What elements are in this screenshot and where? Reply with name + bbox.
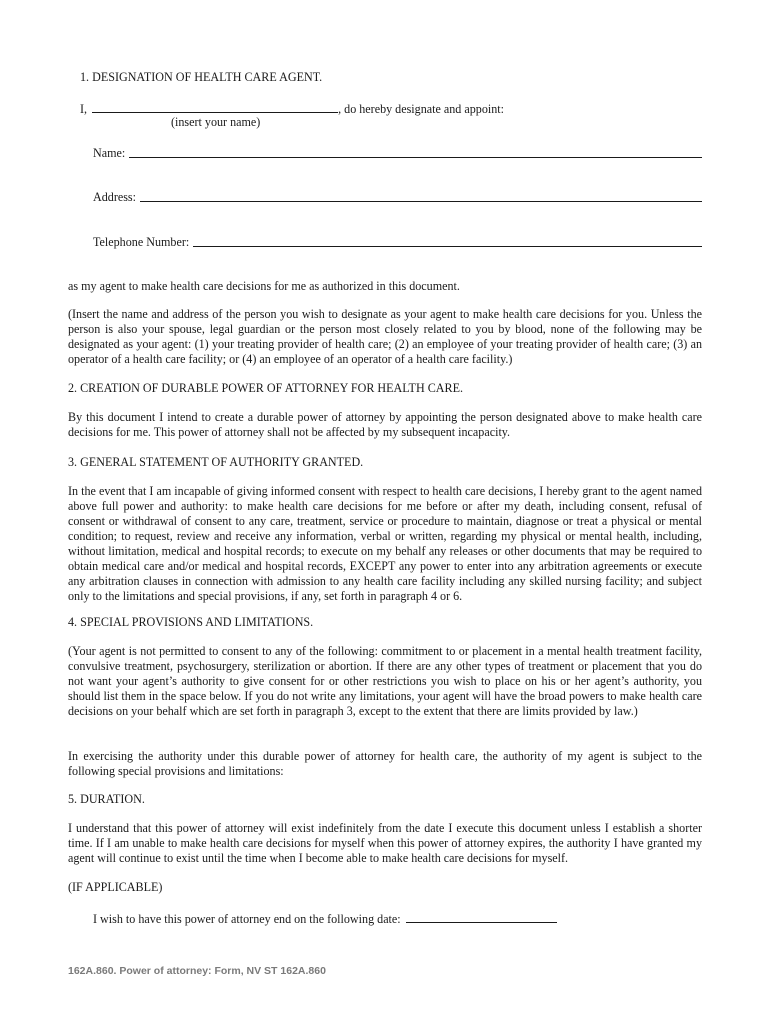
section-2-body: By this document I intend to create a durable power of attorney by appointing the person designated above to make health care decisions for me. This power of attorney shall not be affected by my subsequent incapacity. (68, 410, 702, 439)
principal-name-field[interactable] (92, 100, 338, 113)
section-3-heading: 3. GENERAL STATEMENT OF AUTHORITY GRANTED. (68, 455, 364, 469)
end-date-row (93, 910, 557, 927)
section-3-body: In the event that I am incapable of giving informed consent with respect to health care decisions, I hereby grant to the agent named above full power and authority: to make health care decisions for me before or after my death, including consent, refusal of consent or withdrawal of consent to any care, treatment, service or procedure to maintain, diagnose or treat a physical or mental condition; to request, review and receive any information, verbal or written, regarding my physical or mental health, including, without limitation, medical and hospital records; to execute on my behalf any releases or other documents that may be required to obtain medical care and/or medical and hospital records, EXCEPT any power to enter into any arbitration agreements or execute any arbitration clauses in connection with admission to any health care facility including any skilled nursing facility; and subject only to the limitations and special provisions, if any, set forth in paragraph 4 or 6. (68, 484, 702, 603)
if-applicable-label: (IF APPLICABLE) (68, 880, 163, 894)
section-4-heading: 4. SPECIAL PROVISIONS AND LIMITATIONS. (68, 615, 314, 629)
agent-address-row (93, 189, 702, 205)
agent-telephone-field[interactable] (193, 234, 702, 247)
section-5-body: I understand that this power of attorney will exist indefinitely from the date I execute this document unless I establish a shorter time. If I am unable to make health care decisions for myself when this power of attorney expires, the authority I have granted my agent will continue to exist until the time when I become able to make health care decisions for myself. (68, 821, 702, 865)
end-date-field[interactable] (406, 910, 557, 923)
as-agent-text: as my agent to make health care decisions for me as authorized in this document. (68, 279, 460, 293)
intro-prefix: I, (80, 102, 88, 116)
end-date-label: I wish to have this power of attorney end on the following date: (93, 912, 401, 926)
name-label: Name: (93, 146, 126, 160)
address-label: Address: (93, 190, 136, 204)
insert-name-hint: (insert your name) (171, 115, 261, 129)
agent-telephone-row (93, 234, 702, 250)
section-5-heading: 5. DURATION. (68, 792, 145, 806)
section-4-body: In exercising the authority under this durable power of attorney for health care, the authority of my agent is subject to the following special provisions and limitations: (68, 749, 702, 778)
section-1-heading: 1. DESIGNATION OF HEALTH CARE AGENT. (80, 70, 323, 84)
agent-address-field[interactable] (140, 189, 702, 202)
section-4-note: (Your agent is not permitted to consent to any of the following: commitment to or placement in a mental health treatment facility, convulsive treatment, psychosurgery, sterilization or abortion. If there are any other types of treatment or placement that you do not want your agent’s authority to give consent for or other restrictions you wish to place on his or her agent’s authority, you should list them in the space below. If you do not write any limitations, your agent will have the broad powers to make health care decisions on your behalf which are set forth in paragraph 3, except to the extent that there are limits provided by law.) (68, 644, 702, 718)
footer-citation: 162A.860. Power of attorney: Form, NV ST 162A.860 (68, 965, 326, 977)
designation-line (80, 100, 504, 117)
agent-name-field[interactable] (129, 145, 702, 158)
agent-name-row (93, 145, 702, 161)
telephone-label: Telephone Number: (93, 235, 190, 249)
section-1-instructions: (Insert the name and address of the person you wish to designate as your agent to make health care decisions for you. Unless the person is also your spouse, legal guardian or the person most closely related to you by blood, none of the following may be designated as your agent: (1) your treating provider of health care; (2) an employee of your treating provider of health care; (3) an operator of a health care facility; or (4) an employee of an operator of a health care facility.) (68, 307, 702, 366)
intro-suffix: , do hereby designate and appoint: (338, 102, 504, 116)
section-2-heading: 2. CREATION OF DURABLE POWER OF ATTORNEY FOR HEALTH CARE. (68, 381, 463, 395)
